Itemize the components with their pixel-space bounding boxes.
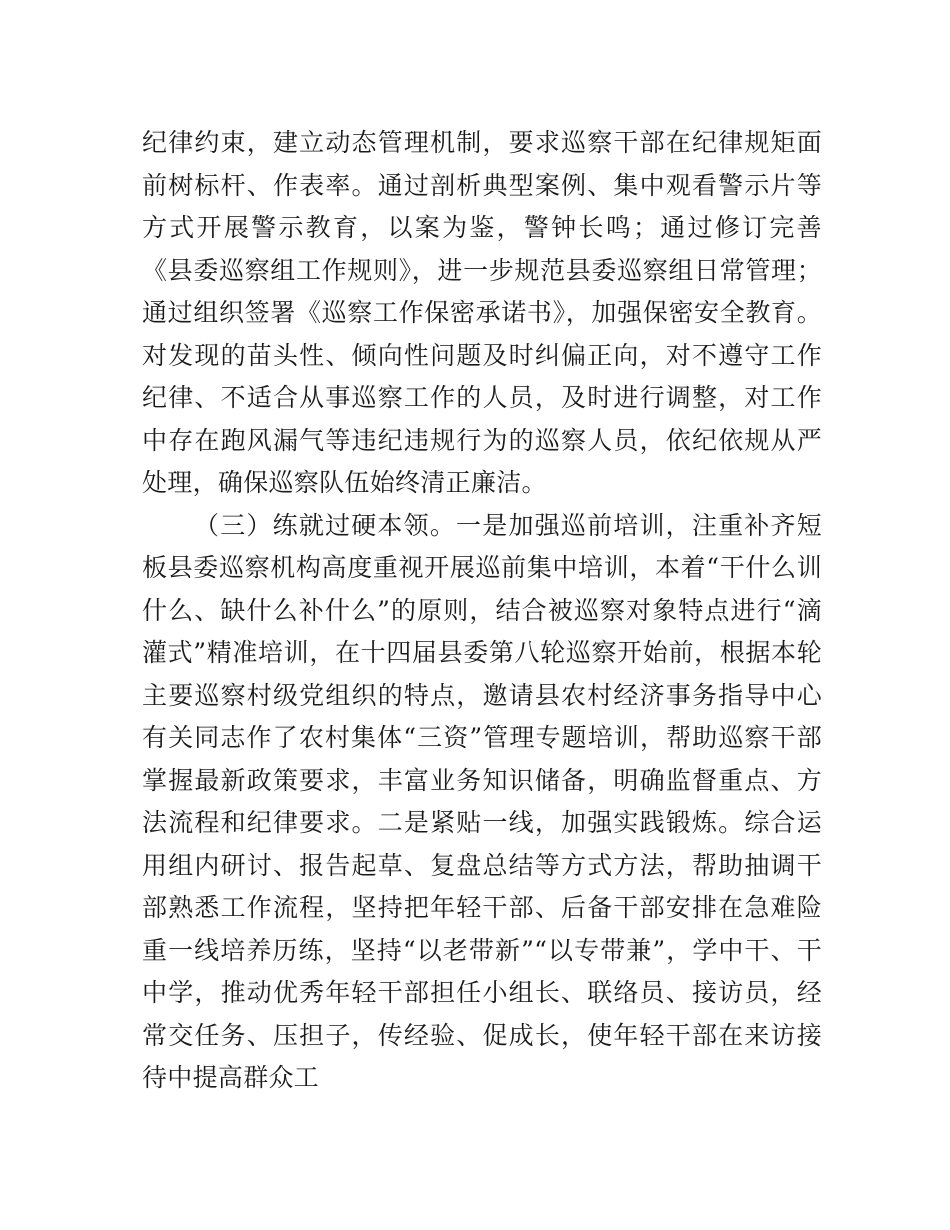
document-body [142, 122, 822, 1100]
paragraph-training: （三）练就过硬本领。一是加强巡前培训，注重补齐短板县委巡察机构高度重视开展巡前集中培训，本着“干什么训什么、缺什么补什么”的原则，结合被巡察对象特点进行“滴灌式”精准培训，在十四届县委第八轮巡察开始前，根据本轮主要巡察村级党组织的特点，邀请县农村经济事务指导中心有关同志作了农村集体“三资”管理专题培训，帮助巡察干部掌握最新政策要求，丰富业务知识储备，明确监督重点、方法流程和纪律要求。二是紧贴一线，加强实践锻炼。综合运用组内研讨、报告起草、复盘总结等方式方法，帮助抽调干部熟悉工作流程，坚持把年轻干部、后备干部安排在急难险重一线培养历练，坚持“以老带新”“以专带兼”，学中干、干中学，推动优秀年轻干部担任小组长、联络员、接访员，经常交任务、压担子，传经验、促成长，使年轻干部在来访接待中提高群众工 [142, 510, 822, 1092]
paragraph-discipline: 纪律约束，建立动态管理机制，要求巡察干部在纪律规矩面前树标杆、作表率。通过剖析典型案例、集中观看警示片等方式开展警示教育，以案为鉴，警钟长鸣；通过修订完善《县委巡察组工作规则》，进一步规范县委巡察组日常管理；通过组织签署《巡察工作保密承诺书》，加强保密安全教育。对发现的苗头性、倾向性问题及时纠偏正向，对不遵守工作纪律、不适合从事巡察工作的人员，及时进行调整，对工作中存在跑风漏气等违纪违规行为的巡察人员，依纪依规从严处理，确保巡察队伍始终清正廉洁。 [142, 128, 822, 497]
